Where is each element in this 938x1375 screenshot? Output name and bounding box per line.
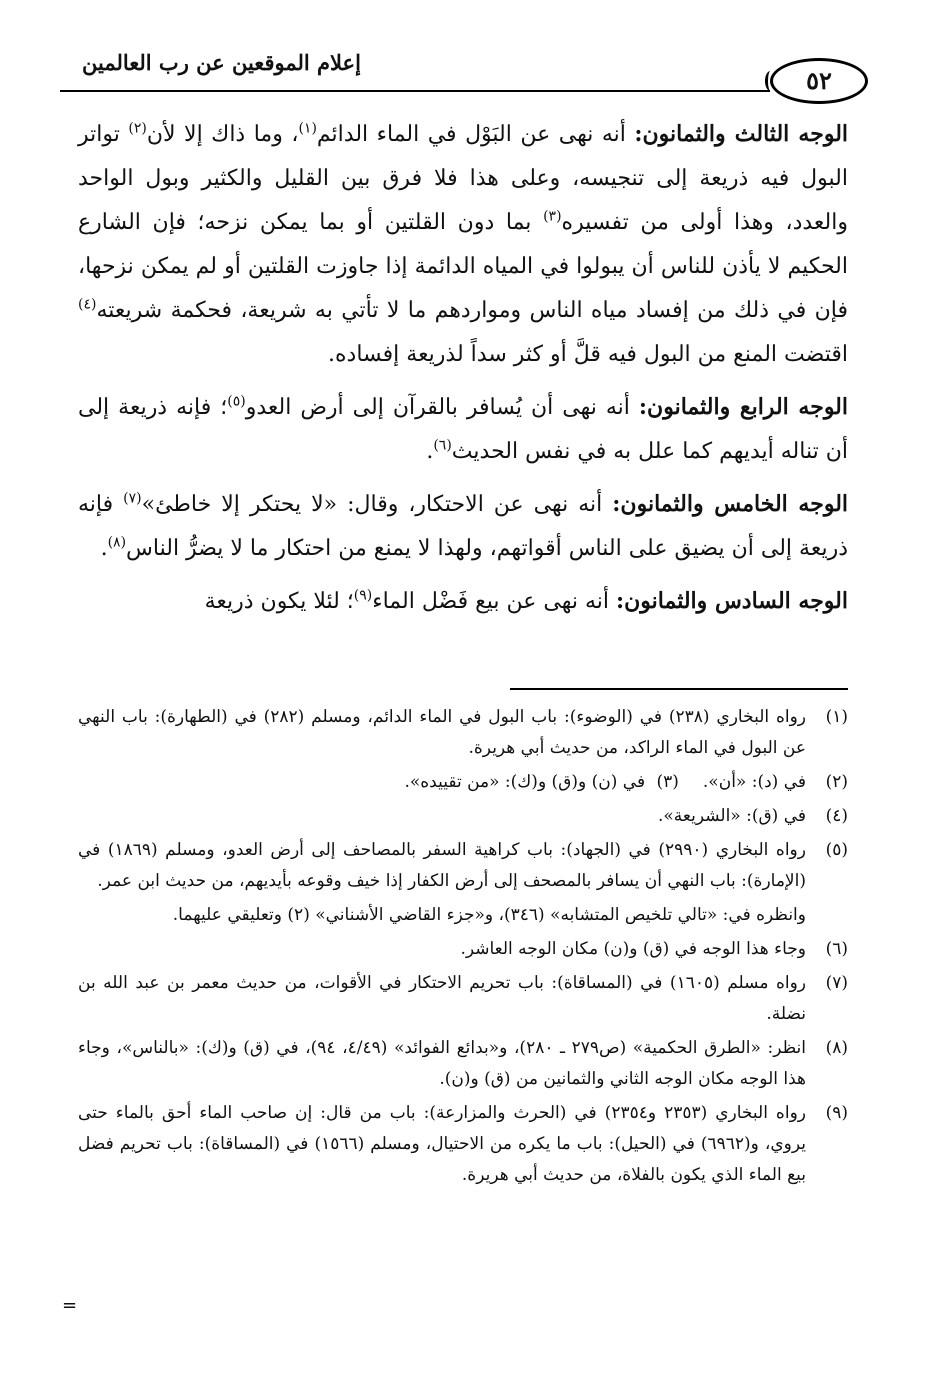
footnote-separator (510, 688, 848, 690)
footnote-number: (٥) (825, 840, 848, 860)
footnote-pair (78, 767, 806, 798)
text-run: أنه نهى عن البَوْل في الماء الدائم (316, 122, 635, 147)
text-run: أنه نهى أن يُسافر بالقرآن إلى أرض العدو (245, 395, 639, 420)
text-run: اقتضت المنع من البول فيه قلَّ أو كثر سداً لذريعة إفساده. (328, 342, 848, 367)
footnote-text: رواه البخاري (٢٣٨) في (الوضوء): باب البول في الماء الدائم، ومسلم (٢٨٢) في (الطهارة): باب النهي عن البول في الماء الراكد، من حديث أبي هريرة. (78, 707, 806, 758)
footnote-2-3 (78, 767, 848, 798)
footnote-number: (٦) (825, 939, 848, 959)
footnote-text: في (ن) و(ق) و(ك): «من تقييده». (404, 772, 646, 792)
footnote-ref: (٧) (123, 490, 142, 507)
paragraph-lead: الوجه السادس والثمانون: (616, 588, 848, 614)
footnote-number: (٩) (825, 1103, 848, 1123)
header-title: إعلام الموقعين عن رب العالمين (82, 50, 361, 75)
main-text (78, 112, 848, 632)
footnote-number: (٤) (825, 806, 848, 826)
text-run: أنه نهى عن الاحتكار، وقال: «لا يحتكر إلا خاطئ» (141, 492, 613, 517)
page-number: ٥٢ (770, 58, 868, 104)
paragraph-lead: الوجه الخامس والثمانون: (612, 491, 849, 517)
footnote-ref: (٦) (433, 437, 452, 454)
paragraph-lead: الوجه الرابع والثمانون: (638, 394, 849, 420)
paragraph-lead: الوجه الثالث والثمانون: (634, 121, 849, 147)
text-run: ، وما ذاك إلا لأن (146, 122, 299, 147)
footnote-number (806, 900, 848, 931)
footnote-text: وجاء هذا الوجه في (ق) و(ن) مكان الوجه العاشر. (460, 939, 806, 959)
text-run: بما دون القلتين أو بما يمكن نزحه؛ فإن الشارع الحكيم لا يأذن للناس أن يبولوا في المياه الدائمة إذا جاوزت القلتين أو لم يمكن نزحها، فإن في ذلك من إفساد مياه الناس ومواردهم ما لا تأتي به شريعة، فحكمة شريعته (78, 210, 848, 323)
text-run: تواتر البول فيه ذريعة إلى تنجيسه، وعلى هذا فلا فرق بين القليل والكثير وبول الواحد والعدد، وهذا أولى من تفسيره (78, 122, 848, 235)
footnote-7 (78, 968, 848, 1030)
footnote-5-continued (78, 900, 848, 931)
footnote-ref: (٢) (128, 120, 147, 137)
footnote-number: (١) (825, 707, 848, 727)
text-run: . (100, 536, 108, 561)
text-run: فإنه ذريعة إلى أن يضيق على الناس أقواتهم، ولهذا لا يمنع من احتكار ما لا يضرُّ الناس (78, 492, 848, 561)
paragraph-86 (78, 579, 848, 624)
footnote-8 (78, 1033, 848, 1095)
running-header (60, 28, 880, 94)
text-run: أنه نهى عن بيع فَضْل الماء (372, 589, 617, 614)
footnote-ref: (٨) (107, 534, 127, 551)
footnote-text: رواه مسلم (١٦٠٥) في (المساقاة): باب تحريم الاحتكار في الأقوات، من حديث معمر بن عبد الله بن نضلة. (78, 973, 807, 1024)
footnote-ref: (٥) (227, 393, 246, 410)
footnote-text: رواه البخاري (٢٣٥٣ و٢٣٥٤) في (الحرث والمزارعة): باب من قال: إن صاحب الماء أحق بالماء حتى يروي، و(٦٩٦٢) في (الحيل): باب ما يكره من الاحتيال، ومسلم (١٥٦٦) في (المساقاة): باب تحريم فضل بيع الماء الذي يكون بالفلاة، من حديث أبي هريرة. (78, 1103, 807, 1185)
footnote-9 (78, 1098, 848, 1191)
text-run: ؛ فإنه ذريعة إلى أن تناله أيديهم كما علل به في نفس الحديث (78, 395, 848, 464)
footnote-1 (78, 702, 848, 764)
paragraph-84 (78, 385, 848, 474)
footnote-text: انظر: «الطرق الحكمية» (ص٢٧٩ ـ ٢٨٠)، و«بدائع الفوائد» (٤/٤٩، ٩٤)، في (ق) و(ك): «بالناس»، وجاء هذا الوجه مكان الوجه الثاني والثمانين من (ق) و(ن). (78, 1038, 806, 1089)
footnote-number: (٨) (825, 1038, 848, 1058)
footnote-ref: (٩) (353, 587, 373, 604)
header-rule (60, 90, 770, 92)
continuation-mark: = (62, 1295, 78, 1316)
footnote-text: في (د): «أن». (702, 772, 806, 792)
footnote-number: (٢) (825, 772, 848, 792)
footnote-ref: (٣) (543, 208, 562, 225)
footnote-text: رواه البخاري (٢٩٩٠) في (الجهاد): باب كراهية السفر بالمصاحف إلى أرض العدو، ومسلم (١٨٦٩) في (الإمارة): باب النهي أن يسافر بالمصحف إلى أرض الكفار إذا خيف وقوعه بأيديهم، من حديث ابن عمر. (78, 840, 806, 891)
footnote-number: (٣) (656, 772, 679, 792)
paragraph-85 (78, 482, 848, 571)
footnote-text: وانظره في: «تالي تلخيص المتشابه» (٣٤٦)، و«جزء القاضي الأشناني» (٢) وتعليقي عليهما. (172, 905, 806, 925)
footnotes (78, 702, 848, 1194)
footnote-inline (404, 767, 678, 798)
footnote-ref: (١) (298, 120, 317, 137)
footnote-number: (٧) (825, 973, 848, 993)
footnote-6 (78, 934, 848, 965)
footnote-ref: (٤) (78, 296, 97, 313)
paragraph-83 (78, 112, 848, 377)
text-run: ؛ لئلا يكون ذريعة (204, 589, 354, 614)
text-run: . (426, 439, 434, 464)
footnote-5 (78, 835, 848, 897)
footnote-text: في (ق): «الشريعة». (658, 806, 806, 826)
footnote-4 (78, 801, 848, 832)
